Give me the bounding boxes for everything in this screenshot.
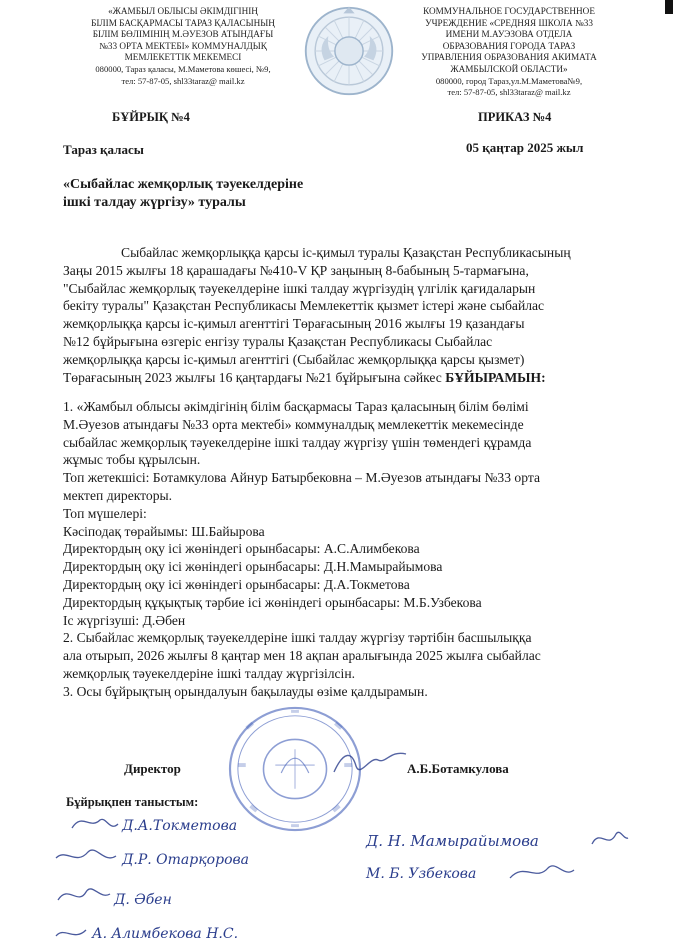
header-right-line: ОБРАЗОВАНИЯ ГОРОДА ТАРАЗ	[442, 40, 576, 51]
item-2-line: жемқорлық тәуекелдеріне ішкі талдау жүргізілсін.	[63, 665, 355, 681]
director-signature-icon	[330, 742, 410, 782]
preamble-line: "Сыбайлас жемқорлық тәуекелдеріне ішкі талдау жүргізудің үлгілік қағидаларын	[63, 280, 536, 296]
header-left-line: БІЛІМ БӨЛІМІНІҢ М.ӘУЕЗОВ АТЫНДАҒЫ	[92, 29, 274, 40]
item-1-line: сыбайлас жемқорлық тәуекелдеріне ішкі талдау жүргізу үшін төмендегі құрамда	[63, 434, 532, 450]
header-right-ru	[402, 6, 616, 99]
header-left-address: 080000, Тараз қаласы, М.Маметова көшесі, №9,	[95, 63, 271, 74]
preamble-line: жемқорлыққа қарсы іс-қимыл агенттігі (Сыбайлас жемқорлыққа қарсы қызмет)	[63, 351, 525, 367]
header-right-line: КОММУНАЛЬНОЕ ГОСУДАРСТВЕННОЕ	[423, 6, 595, 16]
order-command: БҰЙЫРАМЫН:	[445, 369, 546, 385]
header-right-contacts: тел: 57-87-05, shl33taraz@ mail.kz	[447, 87, 571, 98]
preamble-last-line	[63, 369, 615, 387]
header-right-line: ЖАМБЫЛСКОЙ ОБЛАСТИ»	[450, 63, 568, 74]
header-left-line: МЕМЛЕКЕТТІК МЕКЕМЕСІ	[124, 52, 242, 63]
acquainted-label: Бұйрықпен таныстым:	[66, 795, 199, 809]
item-2-line: ала отырып, 2026 жылғы 8 қаңтар мен 18 ақпан аралығында 2025 жылға сыбайлас	[63, 648, 541, 664]
member-line: Директордың оқу ісі жөніндегі орынбасары: Д.А.Токметова	[63, 576, 410, 592]
order-date: 05 қаңтар 2025 жыл	[466, 140, 584, 155]
preamble-line: Заңы 2015 жылғы 18 қарашадағы №410-V ҚР заңының 8-бабының 5-тармағына,	[63, 262, 529, 278]
handwritten-signatures-left-icon	[52, 808, 282, 950]
header-right-line: УЧРЕЖДЕНИЕ «СРЕДНЯЯ ШКОЛА №33	[425, 17, 593, 28]
item-2-line: 2. Сыбайлас жемқорлық тәуекелдеріне ішкі талдау жүргізу тәртібін басшылыққа	[63, 630, 532, 646]
group-lead-line: Топ жетекшісі: Ботамкулова Айнур Батырбековна – М.Әуезов атындағы №33 орта	[63, 470, 540, 486]
preamble-line: Төрағасының 2023 жылғы 16 қаңтардағы №21 бұйрығына сәйкес	[63, 369, 442, 385]
handwriting-left: А. Алимбекова Н.С.	[92, 926, 239, 942]
item-1-line: 1. «Жамбыл облысы әкімдігінің білім басқармасы Тараз қаласының білім бөлімі	[63, 399, 529, 414]
preamble-line: №12 бұйрығына өзгеріс енгізу туралы Қазақстан Республикасы Сыбайлас	[63, 333, 493, 349]
preamble	[63, 244, 615, 386]
group-lead-line: мектеп директоры.	[63, 487, 173, 503]
item-3-line: 3. Осы бұйрықтың орындалуын бақылауды өзіме қалдырамын.	[63, 683, 428, 699]
member-line: Директордың құқықтық тәрбие ісі жөніндегі орынбасары: М.Б.Узбекова	[63, 594, 482, 610]
member-line: Директордың оқу ісі жөніндегі орынбасары: Д.Н.Мамырайымова	[63, 559, 443, 575]
header-right-address: 080000, город Тараз,ул.М.Маметова№9,	[435, 75, 583, 86]
header-left-kz	[70, 6, 296, 87]
item-1-line: М.Әуезов атындағы №33 орта мектебі» коммуналдық мемлекеттік мекемесінде	[63, 416, 524, 432]
handwriting-left: Д. Әбен	[114, 892, 172, 908]
handwritten-signatures-right-icon	[360, 820, 630, 888]
header-right-line: ИМЕНИ М.АУЭЗОВА ОТДЕЛА	[445, 29, 573, 40]
title-line: «Сыбайлас жемқорлық тәуекелдеріне	[63, 177, 304, 192]
order-number-ru: ПРИКАЗ №4	[478, 110, 552, 124]
handwriting-right: М. Б. Узбекова	[366, 866, 477, 882]
item-1	[63, 398, 615, 701]
member-line: Іс жүргізуші: Д.Әбен	[63, 612, 186, 628]
item-1-line: жұмыс тобы құрылсын.	[63, 452, 201, 468]
header-left-line: БІЛІМ БАСҚАРМАСЫ ТАРАЗ ҚАЛАСЫНЫҢ	[91, 17, 275, 28]
handwriting-left: Д.А.Токметова	[122, 818, 238, 834]
city: Тараз қаласы	[63, 142, 144, 157]
preamble-line: жемқорлыққа қарсы іс-қимыл агенттігі Төрағасының 2016 жылғы 19 қазандағы	[63, 316, 525, 332]
header-left-line: «ЖАМБЫЛ ОБЛЫСЫ ӘКІМДІГІНІҢ	[108, 6, 258, 16]
header-right-line: УПРАВЛЕНИЯ ОБРАЗОВАНИЯ АКИМАТА	[421, 52, 597, 63]
members-heading: Топ мүшелері:	[63, 505, 147, 521]
header-left-line: №33 ОРТА МЕКТЕБІ» КОММУНАЛДЫҚ	[99, 40, 267, 51]
document-title	[63, 176, 303, 212]
header-left-contacts: тел: 57-87-05, shl33taraz@ mail.kz	[121, 75, 245, 86]
title-line: ішкі талдау жүргізу» туралы	[63, 195, 246, 210]
preamble-line: бекіту туралы" Қазақстан Республикасы Мемлекеттік қызмет істері және сыбайлас	[63, 298, 545, 314]
director-title: Директор	[124, 761, 181, 776]
state-emblem-icon	[302, 4, 396, 98]
order-number-kz: БҰЙРЫҚ №4	[112, 110, 190, 124]
member-line: Директордың оқу ісі жөніндегі орынбасары: А.С.Алимбекова	[63, 541, 420, 557]
director-name: А.Б.Ботамкулова	[407, 761, 509, 776]
scan-edge-mark	[665, 0, 673, 14]
handwriting-right: Д. Н. Мамырайымова	[366, 832, 539, 850]
preamble-line: Сыбайлас жемқорлыққа қарсы іс-қимыл туралы Қазақстан Республикасының	[121, 245, 571, 260]
handwriting-left: Д.Р. Отарқорова	[122, 852, 249, 868]
member-line: Кәсіподақ төрайымы: Ш.Байырова	[63, 523, 265, 539]
